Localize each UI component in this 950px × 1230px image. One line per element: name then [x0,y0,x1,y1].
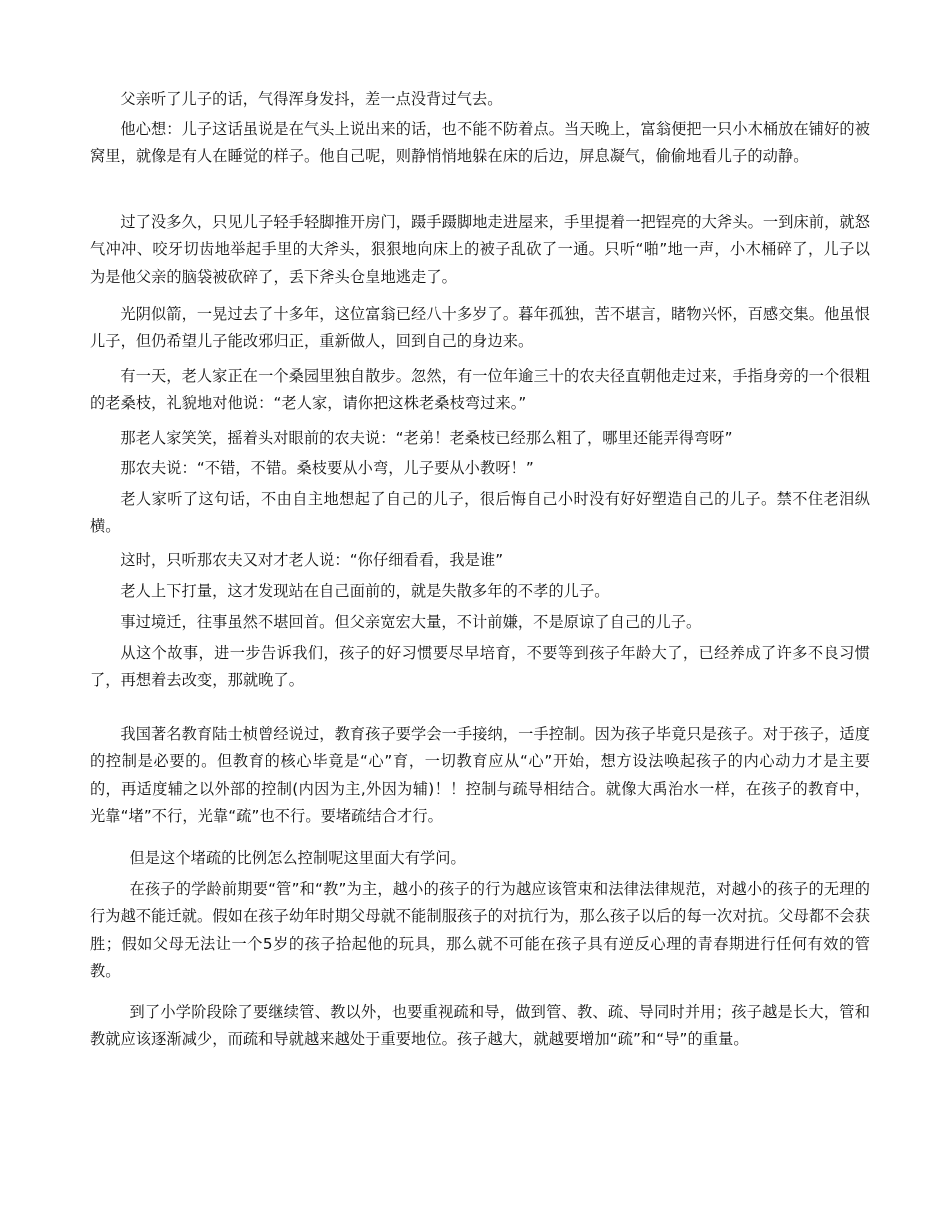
story-paragraph-6: 那老人家笑笑，摇着头对眼前的农夫说：“老弟！老桑枝已经那么粗了，哪里还能弄得弯呀” [120,429,733,447]
essay-paragraph-4: 到了小学阶段除了要继续管、教以外，也要重视疏和导，做到管、教、疏、导同时并用；孩子越是长大，管和教就应该逐渐减少，而疏和导就越来越处于重要地位。孩子越大，就越要增加“疏”和“导”的重量。 [90,1003,870,1049]
story-paragraph-1: 父亲听了儿子的话，气得浑身发抖，差一点没背过气去。 [120,90,503,108]
story-paragraph-5: 有一天，老人家正在一个桑园里独自散步。忽然，有一位年逾三十的农夫径直朝他走过来，手指身旁的一个很粗的老桑枝，礼貌地对他说：“老人家，请你把这株老桑枝弯过来。” [90,367,870,413]
story-paragraph-2: 他心想：儿子这话虽说是在气头上说出来的话，也不能不防着点。当天晚上，富翁便把一只小木桶放在铺好的被窝里，就像是有人在睡觉的样子。他自己呢，则静悄悄地躲在床的后边，屏息凝气，偷偷地看儿子的动静。 [90,120,870,166]
essay-paragraph-1: 我国著名教育陆士桢曾经说过，教育孩子要学会一手接纳，一手控制。因为孩子毕竟只是孩子。对于孩子，适度的控制是必要的。但教育的核心毕竟是“心”育，一切教育应从“心”开始，想方设法唤起孩子的内心动力才是主要的，再适度辅之以外部的控制(内因为主,外因为辅)！！控制与疏导相结合。就像大禹治水一样，在孩子的教育中，光靠“堵”不行，光靠“疏”也不行。要堵疏结合才行。 [90,725,870,826]
essay-paragraph-2: 但是这个堵疏的比例怎么控制呢这里面大有学问。 [129,849,466,867]
story-paragraph-11: 事过境迁，往事虽然不堪回首。但父亲宽宏大量，不计前嫌，不是原谅了自己的儿子。 [120,613,702,631]
story-paragraph-3: 过了没多久，只见儿子轻手轻脚推开房门，蹑手蹑脚地走进屋来，手里提着一把锃亮的大斧头。一到床前，就怒气冲冲、咬牙切齿地举起手里的大斧头，狠狠地向床上的被子乱砍了一通。只听“啪”地一声，小木桶碎了，儿子以为是他父亲的脑袋被砍碎了，丢下斧头仓皇地逃走了。 [90,213,870,286]
story-paragraph-10: 老人上下打量，这才发现站在自己面前的，就是失散多年的不孝的儿子。 [120,582,610,600]
story-paragraph-12: 从这个故事，进一步告诉我们，孩子的好习惯要尽早培育，不要等到孩子年龄大了，已经养成了许多不良习惯了，再想着去改变，那就晚了。 [90,644,870,690]
story-paragraph-9: 这时，只听那农夫又对才老人说：“你仔细看看，我是谁” [120,551,504,569]
story-paragraph-8: 老人家听了这句话，不由自主地想起了自己的儿子，很后悔自己小时没有好好塑造自己的儿子。禁不住老泪纵横。 [90,490,870,536]
story-paragraph-7: 那农夫说：“不错，不错。桑枝要从小弯，儿子要从小教呀！” [120,459,534,477]
essay-paragraph-3: 在孩子的学龄前期要“管”和“教”为主，越小的孩子的行为越应该管束和法律法律规范，对越小的孩子的无理的行为越不能迁就。假如在孩子幼年时期父母就不能制服孩子的对抗行为，那么孩子以后的每一次对抗。父母都不会获胜；假如父母无法让一个5岁的孩子拾起他的玩具，那么就不可能在孩子具有逆反心理的青春期进行任何有效的管教。 [90,880,870,981]
story-paragraph-4: 光阴似箭，一晃过去了十多年，这位富翁已经八十多岁了。暮年孤独，苦不堪言，睹物兴怀，百感交集。他虽恨儿子，但仍希望儿子能改邪归正，重新做人，回到自己的身边来。 [90,305,870,351]
